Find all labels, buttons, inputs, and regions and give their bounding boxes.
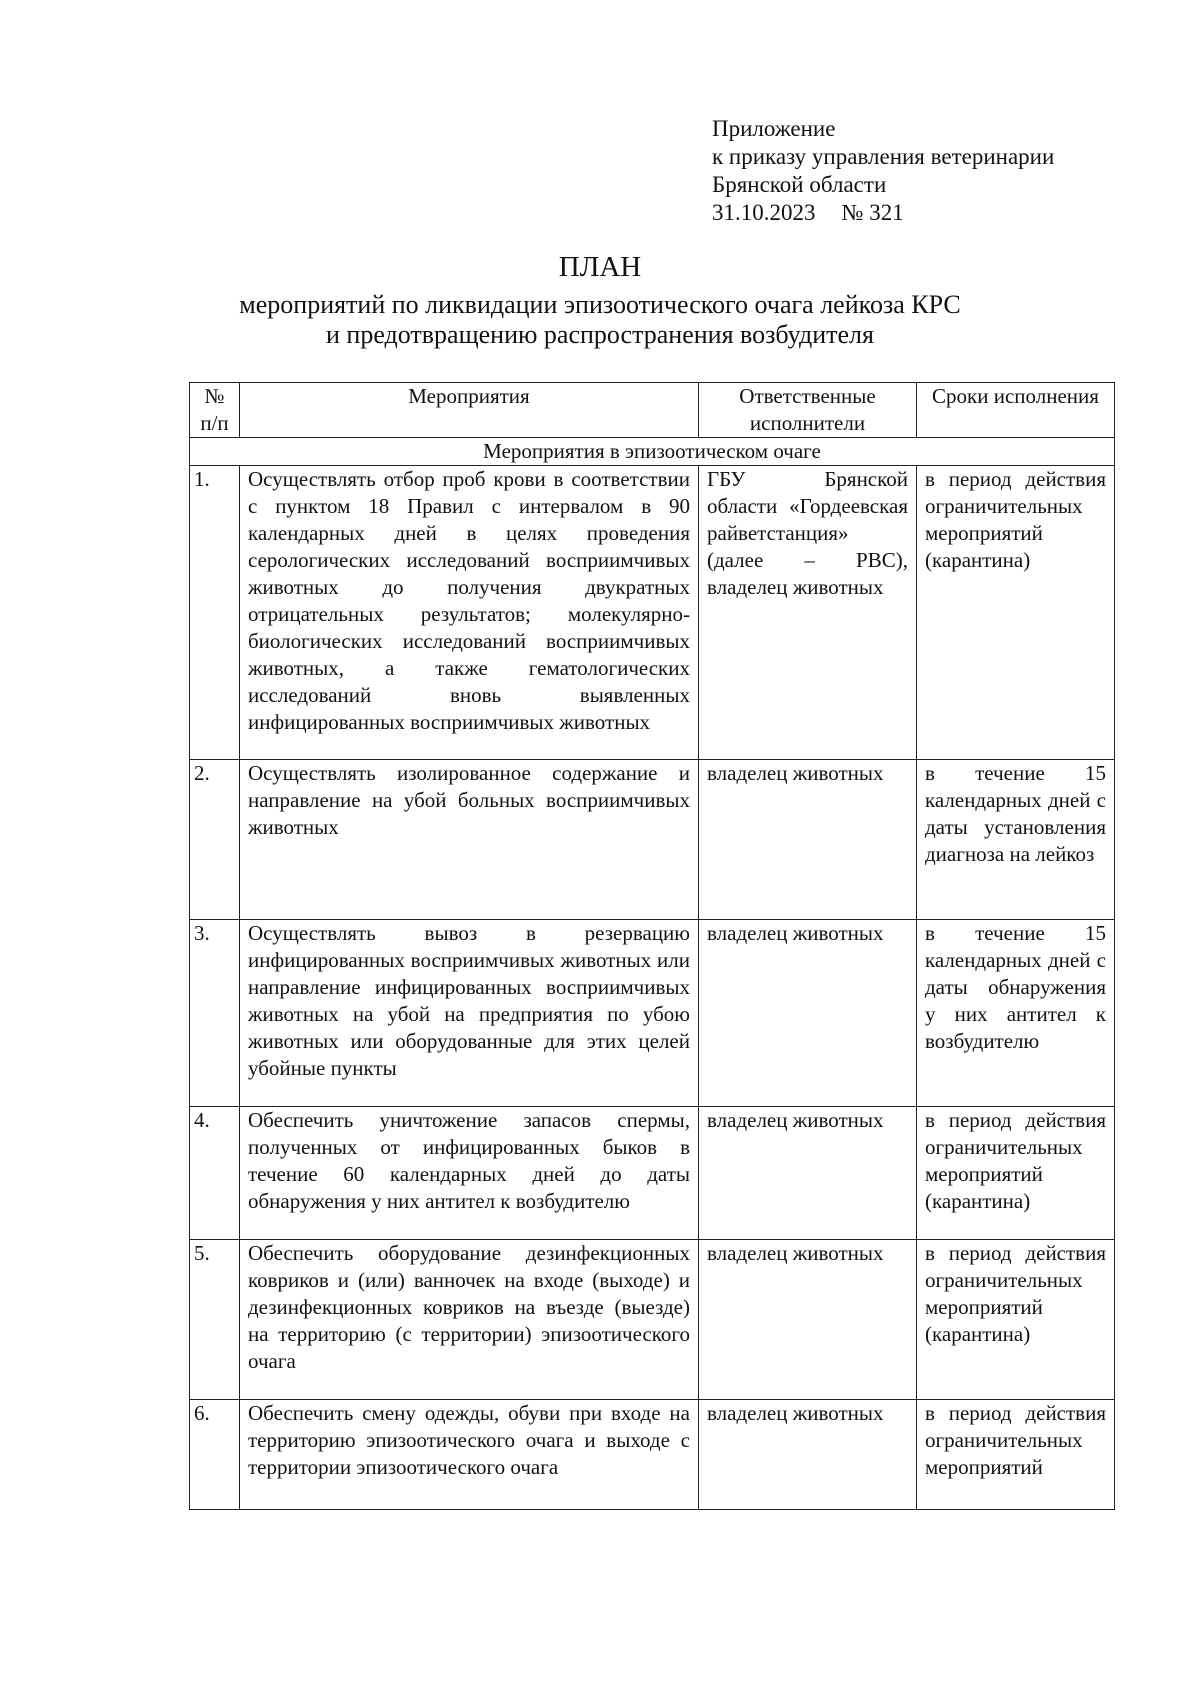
row-num: 2. xyxy=(190,760,240,920)
row-measure: Обеспечить уничтожение запасов спермы, полученных от инфицированных быков в течение 60 календарных дней до даты обнаружения у них антител к возбудителю xyxy=(240,1107,699,1240)
table-row xyxy=(190,1107,1115,1240)
annex-title: Приложение xyxy=(712,116,836,141)
row-deadline: в течение 15 календарных дней с даты установления диагноза на лейкоз xyxy=(917,760,1115,920)
table-row xyxy=(190,466,1115,760)
table-row xyxy=(190,760,1115,920)
header-responsible: Ответственные исполнители xyxy=(699,383,917,438)
header-measure: Мероприятия xyxy=(240,383,699,438)
row-measure: Осуществлять отбор проб крови в соответствии с пунктом 18 Правил с интервалом в 90 календарных дней в целях проведения серологических исследований восприимчивых животных до получения двукратных отрицательных результатов; молекулярно-биологических исследований восприимчивых животных, а также гематологических исследований вновь выявленных инфицированных восприимчивых животных xyxy=(240,466,699,760)
table-header-row xyxy=(190,383,1115,438)
section-title: Мероприятия в эпизоотическом очаге xyxy=(190,438,1115,466)
row-responsible: владелец животных xyxy=(699,760,917,920)
table-row xyxy=(190,1240,1115,1400)
table-row xyxy=(190,1400,1115,1510)
row-num: 3. xyxy=(190,920,240,1107)
row-measure: Обеспечить смену одежды, обуви при входе на территорию эпизоотического очага и выходе с территории эпизоотического очага xyxy=(240,1400,699,1510)
row-measure: Осуществлять вывоз в резервацию инфицированных восприимчивых животных или направление инфицированных восприимчивых животных на убой на предприятия по убою животных или оборудованные для этих целей убойные пункты xyxy=(240,920,699,1107)
row-responsible: владелец животных xyxy=(699,1107,917,1240)
row-responsible: владелец животных xyxy=(699,1400,917,1510)
section-row xyxy=(190,438,1115,466)
plan-subtitle-line-2: и предотвращению распространения возбудителя xyxy=(326,320,874,349)
row-measure: Обеспечить оборудование дезинфекционных ковриков и (или) ванночек на входе (выходе) и дезинфекционных ковриков на въезде (выезде) на территорию (с территории) эпизоотического очага xyxy=(240,1240,699,1400)
annex-order-ref: к приказу управления ветеринарии xyxy=(712,144,1055,169)
annex-number: № 321 xyxy=(841,200,904,225)
row-responsible: владелец животных xyxy=(699,920,917,1107)
annex-block xyxy=(712,115,1054,227)
plan-table xyxy=(189,382,1115,1510)
row-num: 4. xyxy=(190,1107,240,1240)
header-num: № п/п xyxy=(190,383,240,438)
table-row xyxy=(190,920,1115,1107)
header-deadline: Сроки исполнения xyxy=(917,383,1115,438)
row-deadline: в период действия ограничительных мероприятий (карантина) xyxy=(917,466,1115,760)
row-deadline: в период действия ограничительных мероприятий (карантина) xyxy=(917,1107,1115,1240)
annex-date: 31.10.2023 xyxy=(712,200,816,225)
row-measure: Осуществлять изолированное содержание и направление на убой больных восприимчивых животных xyxy=(240,760,699,920)
annex-region: Брянской области xyxy=(712,172,887,197)
row-num: 1. xyxy=(190,466,240,760)
row-num: 5. xyxy=(190,1240,240,1400)
row-num: 6. xyxy=(190,1400,240,1510)
plan-subtitle-line-1: мероприятий по ликвидации эпизоотического очага лейкоза КРС xyxy=(239,290,961,319)
row-deadline: в течение 15 календарных дней с даты обнаружения у них антител к возбудителю xyxy=(917,920,1115,1107)
annex-date-number xyxy=(712,199,1054,227)
plan-title: ПЛАН xyxy=(558,251,642,283)
row-responsible: ГБУ Брянской области «Гордеевская райветстанция» (далее – РВС), владелец животных xyxy=(699,466,917,760)
row-responsible: владелец животных xyxy=(699,1240,917,1400)
row-deadline: в период действия ограничительных мероприятий xyxy=(917,1400,1115,1510)
row-deadline: в период действия ограничительных мероприятий (карантина) xyxy=(917,1240,1115,1400)
